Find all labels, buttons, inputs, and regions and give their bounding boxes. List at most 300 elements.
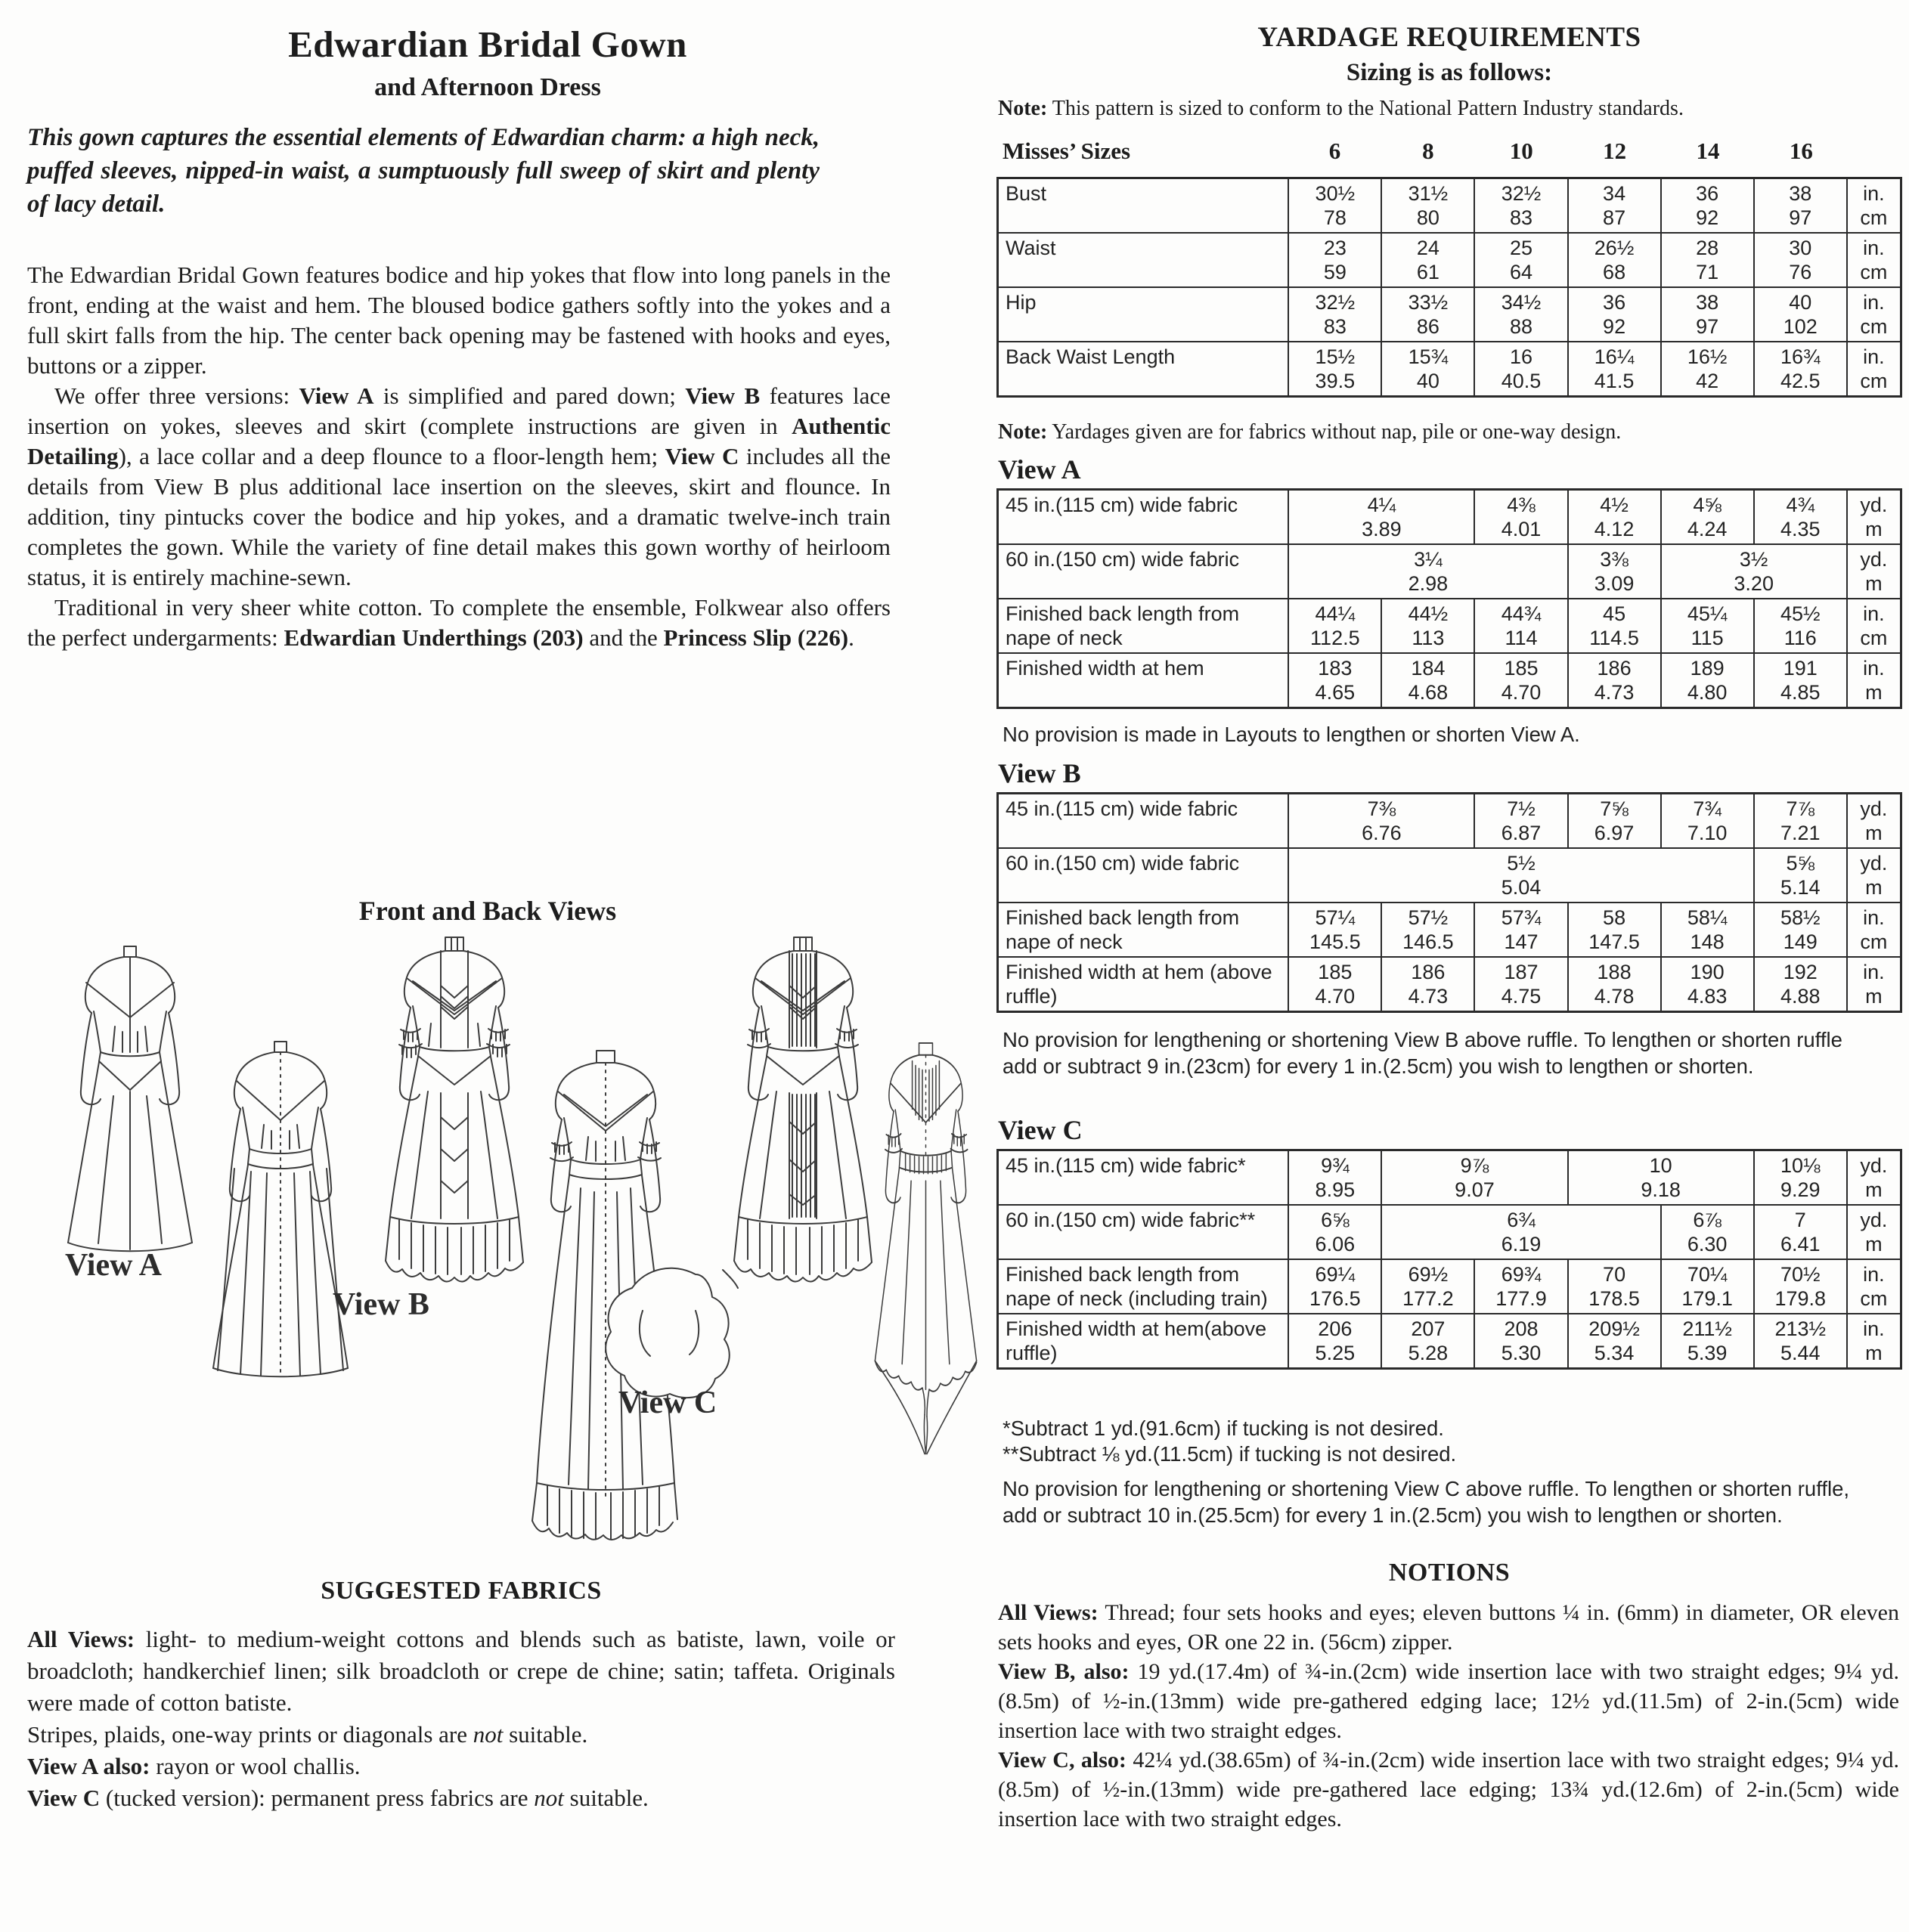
text-segment: Stripes, plaids, one-way prints or diagonals are <box>27 1721 473 1748</box>
text-segment: Princess Slip (226) <box>663 624 849 651</box>
view-a-note: No provision is made in Layouts to lengthen or shorten View A. <box>1003 723 1580 746</box>
value-cell <box>1288 903 1381 957</box>
row-label-cell: Finished back length from nape of neck (including train) <box>998 1259 1289 1314</box>
value-cell <box>1661 287 1754 342</box>
size-number: 10 <box>1509 138 1533 164</box>
value-imperial: 16½ <box>1687 345 1728 368</box>
value-cell <box>1474 599 1567 653</box>
paragraph <box>998 1657 1899 1745</box>
value-metric: 5.28 <box>1408 1342 1449 1364</box>
unit-metric: cm <box>1860 1287 1888 1310</box>
value-imperial: 58½ <box>1780 906 1821 929</box>
value-metric: 5.04 <box>1501 876 1542 899</box>
value-metric: 40 <box>1416 370 1439 392</box>
unit-imperial: in. <box>1863 182 1885 205</box>
table-row <box>998 544 1901 599</box>
value-imperial: 16 <box>1509 345 1533 368</box>
suggested-fabrics-paragraphs <box>27 1624 895 1814</box>
text-segment: light- to medium-weight cottons and blends such as batiste, lawn, voile or broadcloth; handkerchief linen; silk broadcloth or crepe de chine; satin; taffeta. Originals were made of cotton batiste. <box>27 1626 896 1716</box>
value-cell <box>1474 957 1567 1012</box>
body-measurements-table <box>996 177 1902 398</box>
text-segment: Traditional in very sheer white cotton. To complete the ensemble, Folkwear also offers the perfect undergarments: <box>27 594 891 651</box>
value-metric: 9.18 <box>1641 1178 1681 1201</box>
document-title: Edwardian Bridal Gown <box>288 23 687 65</box>
value-cell <box>1474 490 1567 545</box>
value-cell <box>1661 544 1847 599</box>
value-metric: 68 <box>1603 261 1626 283</box>
text-segment: Yardages given are for fabrics without nap, pile or one-way design. <box>1047 420 1622 444</box>
value-imperial: 6¾ <box>1507 1209 1536 1231</box>
value-cell <box>1474 1314 1567 1369</box>
yardage-table <box>996 177 1902 398</box>
text-segment: Note: <box>998 420 1048 444</box>
unit-metric: m <box>1865 822 1883 844</box>
text-segment: View C <box>27 1785 101 1811</box>
value-cell <box>1288 848 1753 903</box>
value-imperial: 26½ <box>1594 237 1635 259</box>
value-imperial: 5½ <box>1507 852 1536 875</box>
unit-metric: m <box>1865 681 1883 704</box>
value-imperial: 40 <box>1789 291 1812 314</box>
value-cell <box>1661 957 1754 1012</box>
table-row <box>998 1150 1901 1206</box>
value-cell <box>1754 490 1847 545</box>
value-imperial: 23 <box>1323 237 1347 259</box>
value-cell <box>1474 903 1567 957</box>
unit-imperial: yd. <box>1860 852 1888 875</box>
sizing-heading: Sizing is as follows: <box>1346 59 1553 86</box>
value-imperial: 7½ <box>1507 797 1536 820</box>
value-metric: 40.5 <box>1501 370 1542 392</box>
row-label-cell: Finished back length from nape of neck <box>998 903 1289 957</box>
value-metric: 177.2 <box>1402 1287 1454 1310</box>
view-b-yardage-table <box>996 792 1902 1013</box>
value-imperial: 4¼ <box>1367 494 1396 516</box>
value-metric: 6.06 <box>1315 1233 1356 1255</box>
value-imperial: 69¾ <box>1501 1263 1542 1286</box>
unit-imperial: yd. <box>1860 548 1888 571</box>
value-metric: 4.73 <box>1408 985 1449 1008</box>
value-cell <box>1754 1314 1847 1369</box>
value-cell <box>1754 794 1847 849</box>
unit-cell <box>1847 544 1901 599</box>
text-segment: suitable. <box>563 1785 649 1811</box>
value-cell <box>1568 1150 1754 1206</box>
table-row <box>998 653 1901 708</box>
value-metric: 114.5 <box>1589 627 1639 649</box>
value-metric: 78 <box>1323 206 1347 229</box>
value-cell <box>1288 1205 1381 1259</box>
notions-paragraphs <box>998 1598 1899 1834</box>
value-cell <box>1288 794 1474 849</box>
value-cell <box>1381 233 1474 287</box>
value-metric: 4.68 <box>1408 681 1449 704</box>
unit-cell <box>1847 599 1901 653</box>
value-imperial: 5⅝ <box>1786 852 1814 875</box>
value-cell <box>1474 342 1567 397</box>
text-segment: suitable. <box>503 1721 588 1748</box>
text-segment: includes all the details from View B plus additional lace insertion on the sleeves, skirt and flounce. In addition, tiny pintucks cover the bodice and hip yokes, and a dramatic twelve-inch train completes the gown. While the variety of fine detail makes this gown worthy of heirloom status, it is entirely machine-sewn. <box>27 443 891 590</box>
value-cell <box>1288 178 1381 234</box>
value-cell <box>1288 233 1381 287</box>
value-cell <box>1568 1259 1661 1314</box>
value-metric: 148 <box>1690 930 1725 953</box>
text-segment: (tucked version): permanent press fabrics are <box>100 1785 535 1811</box>
row-label-cell: Finished width at hem <box>998 653 1289 708</box>
value-cell <box>1474 794 1567 849</box>
value-metric: 6.30 <box>1687 1233 1728 1255</box>
size-number: 6 <box>1328 138 1341 164</box>
value-metric: 4.65 <box>1315 681 1356 704</box>
value-cell <box>1288 653 1381 708</box>
value-cell <box>1381 957 1474 1012</box>
value-imperial: 69¼ <box>1315 1263 1356 1286</box>
value-metric: 179.1 <box>1681 1287 1733 1310</box>
value-cell <box>1754 1259 1847 1314</box>
value-metric: 145.5 <box>1309 930 1361 953</box>
value-imperial: 183 <box>1318 657 1353 680</box>
unit-cell <box>1847 848 1901 903</box>
value-metric: 3.89 <box>1362 518 1402 540</box>
unit-imperial: in. <box>1863 602 1885 625</box>
value-imperial: 3¼ <box>1414 548 1443 571</box>
value-cell <box>1568 287 1661 342</box>
paragraph <box>27 1624 895 1719</box>
value-imperial: 4⅜ <box>1507 494 1536 516</box>
row-label-cell: 60 in.(150 cm) wide fabric <box>998 544 1289 599</box>
value-cell <box>1381 599 1474 653</box>
train-illustration <box>606 1268 730 1398</box>
value-cell <box>1661 1314 1754 1369</box>
yardage-table <box>996 792 1902 1013</box>
text-segment: All Views: <box>998 1600 1099 1625</box>
table-row <box>998 794 1901 849</box>
value-cell <box>1754 287 1847 342</box>
size-number: 8 <box>1422 138 1434 164</box>
value-cell <box>1661 1259 1754 1314</box>
value-metric: 147 <box>1504 930 1539 953</box>
view-c-note: No provision for lengthening or shortening View C above ruffle. To lengthen or shorten ruffle, add or subtract 10 in.(25.5cm) for every 1 in.(2.5cm) you wish to lengthen or shorten. <box>1003 1477 1850 1527</box>
value-imperial: 70½ <box>1780 1263 1821 1286</box>
value-imperial: 44¼ <box>1315 602 1356 625</box>
value-cell <box>1754 1150 1847 1206</box>
sizes-header-spacer <box>1848 138 1902 165</box>
yardage-table <box>996 1149 1902 1370</box>
value-imperial: 189 <box>1690 657 1725 680</box>
unit-imperial: in. <box>1863 345 1885 368</box>
value-metric: 177.9 <box>1495 1287 1547 1310</box>
table-row <box>998 848 1901 903</box>
value-imperial: 45 <box>1603 602 1626 625</box>
value-metric: 149 <box>1783 930 1818 953</box>
unit-metric: cm <box>1860 261 1888 283</box>
view-c-label: View C <box>618 1386 717 1420</box>
value-metric: 92 <box>1696 206 1719 229</box>
value-metric: 4.70 <box>1501 681 1542 704</box>
view-b-note: No provision for lengthening or shortening View B above ruffle. To lengthen or shorten ruffle add or subtract 9 in.(23cm) for every 1 in.(2.5cm) you wish to lengthen or shorten. <box>1003 1028 1842 1078</box>
text-segment: View B <box>685 382 761 409</box>
view-a-heading: View A <box>998 454 1081 485</box>
text-segment: Note: <box>998 97 1048 120</box>
value-cell <box>1474 653 1567 708</box>
value-cell <box>1381 1259 1474 1314</box>
value-imperial: 207 <box>1411 1317 1446 1340</box>
sizes-header-label: Misses’ Sizes <box>1003 138 1131 164</box>
value-imperial: 33½ <box>1408 291 1449 314</box>
value-metric: 4.88 <box>1780 985 1821 1008</box>
value-metric: 5.30 <box>1501 1342 1542 1364</box>
value-metric: 42.5 <box>1780 370 1821 392</box>
text-segment: and the <box>583 624 664 651</box>
value-metric: 4.80 <box>1687 681 1728 704</box>
unit-cell <box>1847 233 1901 287</box>
unit-metric: m <box>1865 1342 1883 1364</box>
unit-cell <box>1847 342 1901 397</box>
paragraph <box>998 1598 1899 1657</box>
value-imperial: 7⅞ <box>1786 797 1814 820</box>
sizes-header-row <box>996 138 1902 165</box>
value-imperial: 44½ <box>1408 602 1449 625</box>
value-imperial: 9⅞ <box>1460 1154 1489 1177</box>
value-metric: 7.10 <box>1687 822 1728 844</box>
value-cell <box>1568 599 1661 653</box>
unit-metric: m <box>1865 985 1883 1008</box>
value-imperial: 7⅜ <box>1367 797 1396 820</box>
unit-metric: m <box>1865 1178 1883 1201</box>
value-metric: 4.01 <box>1501 518 1542 540</box>
unit-metric: m <box>1865 1233 1883 1255</box>
value-cell <box>1754 903 1847 957</box>
value-cell <box>1754 957 1847 1012</box>
sizing-note <box>998 97 1899 121</box>
value-metric: 4.70 <box>1315 985 1356 1008</box>
value-imperial: 186 <box>1597 657 1632 680</box>
value-metric: 6.97 <box>1594 822 1635 844</box>
value-metric: 9.29 <box>1780 1178 1821 1201</box>
value-cell <box>1754 848 1847 903</box>
value-cell <box>1568 178 1661 234</box>
row-label-cell: Finished width at hem (above ruffle) <box>998 957 1289 1012</box>
value-metric: 4.35 <box>1780 518 1821 540</box>
value-metric: 4.78 <box>1594 985 1635 1008</box>
value-imperial: 191 <box>1783 657 1818 680</box>
value-imperial: 7¾ <box>1693 797 1722 820</box>
view-c-yardage-table <box>996 1149 1902 1370</box>
value-metric: 42 <box>1696 370 1719 392</box>
value-cell <box>1288 342 1381 397</box>
value-imperial: 185 <box>1504 657 1539 680</box>
value-cell <box>1754 599 1847 653</box>
value-imperial: 30 <box>1789 237 1812 259</box>
value-cell <box>1661 903 1754 957</box>
text-segment: View B, also: <box>998 1659 1130 1684</box>
value-imperial: 24 <box>1416 237 1439 259</box>
view-c-heading: View C <box>998 1115 1083 1145</box>
value-imperial: 70 <box>1603 1263 1626 1286</box>
view-b-heading: View B <box>998 758 1081 788</box>
value-cell <box>1288 287 1381 342</box>
value-cell <box>1754 653 1847 708</box>
unit-cell <box>1847 1314 1901 1369</box>
value-imperial: 57¼ <box>1315 906 1356 929</box>
value-cell <box>1754 342 1847 397</box>
value-imperial: 34 <box>1603 182 1626 205</box>
gown-view-c-back-illustration <box>856 1037 996 1491</box>
text-segment: This pattern is sized to conform to the National Pattern Industry standards. <box>1047 97 1684 120</box>
value-metric: 6.76 <box>1362 822 1402 844</box>
value-metric: 9.07 <box>1455 1178 1495 1201</box>
view-a-yardage-table <box>996 488 1902 709</box>
text-segment: . <box>848 624 854 651</box>
value-imperial: 25 <box>1509 237 1533 259</box>
paragraph: The Edwardian Bridal Gown features bodice and hip yokes that flow into long panels in the front, ending at the waist and hem. The bloused bodice gathers softly into the yokes and a full skirt falls from the hip. The center back opening may be fastened with hooks and eyes, buttons or a zipper. <box>27 262 891 379</box>
paragraph <box>998 1745 1899 1834</box>
value-imperial: 45¼ <box>1687 602 1728 625</box>
value-metric: 179.8 <box>1774 1287 1827 1310</box>
value-metric: 4.75 <box>1501 985 1542 1008</box>
value-metric: 80 <box>1416 206 1439 229</box>
value-imperial: 45½ <box>1780 602 1821 625</box>
value-cell <box>1288 544 1567 599</box>
unit-cell <box>1847 1205 1901 1259</box>
value-metric: 5.14 <box>1780 876 1821 899</box>
value-metric: 83 <box>1509 206 1533 229</box>
value-cell <box>1288 1259 1381 1314</box>
row-label-cell: 45 in.(115 cm) wide fabric <box>998 794 1289 849</box>
value-imperial: 15¾ <box>1408 345 1449 368</box>
unit-metric: cm <box>1860 206 1888 229</box>
unit-metric: m <box>1865 572 1883 595</box>
unit-imperial: in. <box>1863 906 1885 929</box>
unit-cell <box>1847 1259 1901 1314</box>
view-c-footnote-2: **Subtract ⅛ yd.(11.5cm) if tucking is not desired. <box>1003 1442 1457 1466</box>
value-cell <box>1381 1205 1660 1259</box>
value-imperial: 28 <box>1696 237 1719 259</box>
value-cell <box>1381 287 1474 342</box>
size-number: 12 <box>1603 138 1627 164</box>
value-imperial: 34½ <box>1501 291 1542 314</box>
value-metric: 71 <box>1696 261 1719 283</box>
value-imperial: 190 <box>1690 961 1725 983</box>
unit-imperial: in. <box>1863 657 1885 680</box>
text-segment: We offer three versions: <box>54 382 299 409</box>
value-imperial: 70¼ <box>1687 1263 1728 1286</box>
value-metric: 5.44 <box>1780 1342 1821 1364</box>
value-metric: 39.5 <box>1315 370 1356 392</box>
view-b-label: View B <box>333 1287 429 1322</box>
unit-cell <box>1847 1150 1901 1206</box>
value-imperial: 9¾ <box>1321 1154 1350 1177</box>
row-label-cell: Bust <box>998 178 1289 234</box>
paragraph <box>27 1719 895 1751</box>
unit-metric: m <box>1865 876 1883 899</box>
value-imperial: 184 <box>1411 657 1446 680</box>
front-back-views-heading: Front and Back Views <box>358 896 617 926</box>
value-imperial: 58¼ <box>1687 906 1728 929</box>
row-label-cell: Waist <box>998 233 1289 287</box>
view-c-footnote-1: *Subtract 1 yd.(91.6cm) if tucking is not desired. <box>1003 1416 1444 1440</box>
unit-imperial: yd. <box>1860 797 1888 820</box>
value-imperial: 16¾ <box>1780 345 1821 368</box>
row-label-cell: 45 in.(115 cm) wide fabric <box>998 490 1289 545</box>
row-label-cell: Back Waist Length <box>998 342 1289 397</box>
value-metric: 97 <box>1789 206 1812 229</box>
row-label-cell: Finished back length from nape of neck <box>998 599 1289 653</box>
value-metric: 112.5 <box>1310 627 1360 649</box>
text-segment: not <box>473 1721 504 1748</box>
value-imperial: 185 <box>1318 961 1353 983</box>
value-metric: 102 <box>1783 315 1818 338</box>
value-cell <box>1661 1205 1754 1259</box>
value-cell <box>1661 178 1754 234</box>
value-imperial: 209½ <box>1588 1317 1640 1340</box>
value-metric: 7.21 <box>1780 822 1821 844</box>
value-cell <box>1661 233 1754 287</box>
table-row <box>998 342 1901 397</box>
value-metric: 5.25 <box>1315 1342 1356 1364</box>
value-imperial: 15½ <box>1315 345 1356 368</box>
yardage-note <box>998 420 1899 444</box>
text-segment: All Views: <box>27 1626 135 1652</box>
value-metric: 114 <box>1505 627 1538 649</box>
value-metric: 87 <box>1603 206 1626 229</box>
value-imperial: 7 <box>1794 1209 1806 1231</box>
unit-cell <box>1847 957 1901 1012</box>
value-cell <box>1568 233 1661 287</box>
unit-imperial: in. <box>1863 1317 1885 1340</box>
value-cell <box>1288 1150 1381 1206</box>
text-segment: Authentic Detailing <box>27 413 891 469</box>
value-imperial: 4¾ <box>1786 494 1814 516</box>
table-row <box>998 178 1901 234</box>
paragraph <box>27 1751 895 1782</box>
row-label-cell: 60 in.(150 cm) wide fabric <box>998 848 1289 903</box>
value-imperial: 4½ <box>1600 494 1629 516</box>
unit-metric: cm <box>1860 370 1888 392</box>
unit-imperial: yd. <box>1860 1154 1888 1177</box>
text-segment: View A also: <box>27 1753 150 1779</box>
value-cell <box>1381 1314 1474 1369</box>
value-cell <box>1288 490 1474 545</box>
value-metric: 76 <box>1789 261 1812 283</box>
gown-illustrations <box>0 930 998 1587</box>
value-metric: 4.24 <box>1687 518 1728 540</box>
value-imperial: 188 <box>1597 961 1632 983</box>
value-imperial: 206 <box>1318 1317 1353 1340</box>
value-cell <box>1288 599 1381 653</box>
value-metric: 115 <box>1691 627 1724 649</box>
value-imperial: 16¼ <box>1594 345 1635 368</box>
text-segment: View C <box>665 443 739 469</box>
value-cell <box>1661 794 1754 849</box>
value-cell <box>1474 287 1567 342</box>
value-metric: 4.12 <box>1594 518 1635 540</box>
unit-imperial: in. <box>1863 961 1885 983</box>
value-metric: 86 <box>1416 315 1439 338</box>
paragraph <box>27 381 891 593</box>
gown-view-a-back-illustration <box>186 1036 375 1379</box>
value-cell <box>1568 544 1661 599</box>
value-imperial: 7⅝ <box>1600 797 1629 820</box>
value-cell <box>1754 178 1847 234</box>
yardage-requirements-heading: YARDAGE REQUIREMENTS <box>1257 22 1641 53</box>
text-segment: View C, also: <box>998 1748 1126 1773</box>
value-metric: 116 <box>1783 627 1817 649</box>
value-cell <box>1381 178 1474 234</box>
unit-imperial: in. <box>1863 237 1885 259</box>
value-metric: 5.34 <box>1594 1342 1635 1364</box>
unit-cell <box>1847 903 1901 957</box>
